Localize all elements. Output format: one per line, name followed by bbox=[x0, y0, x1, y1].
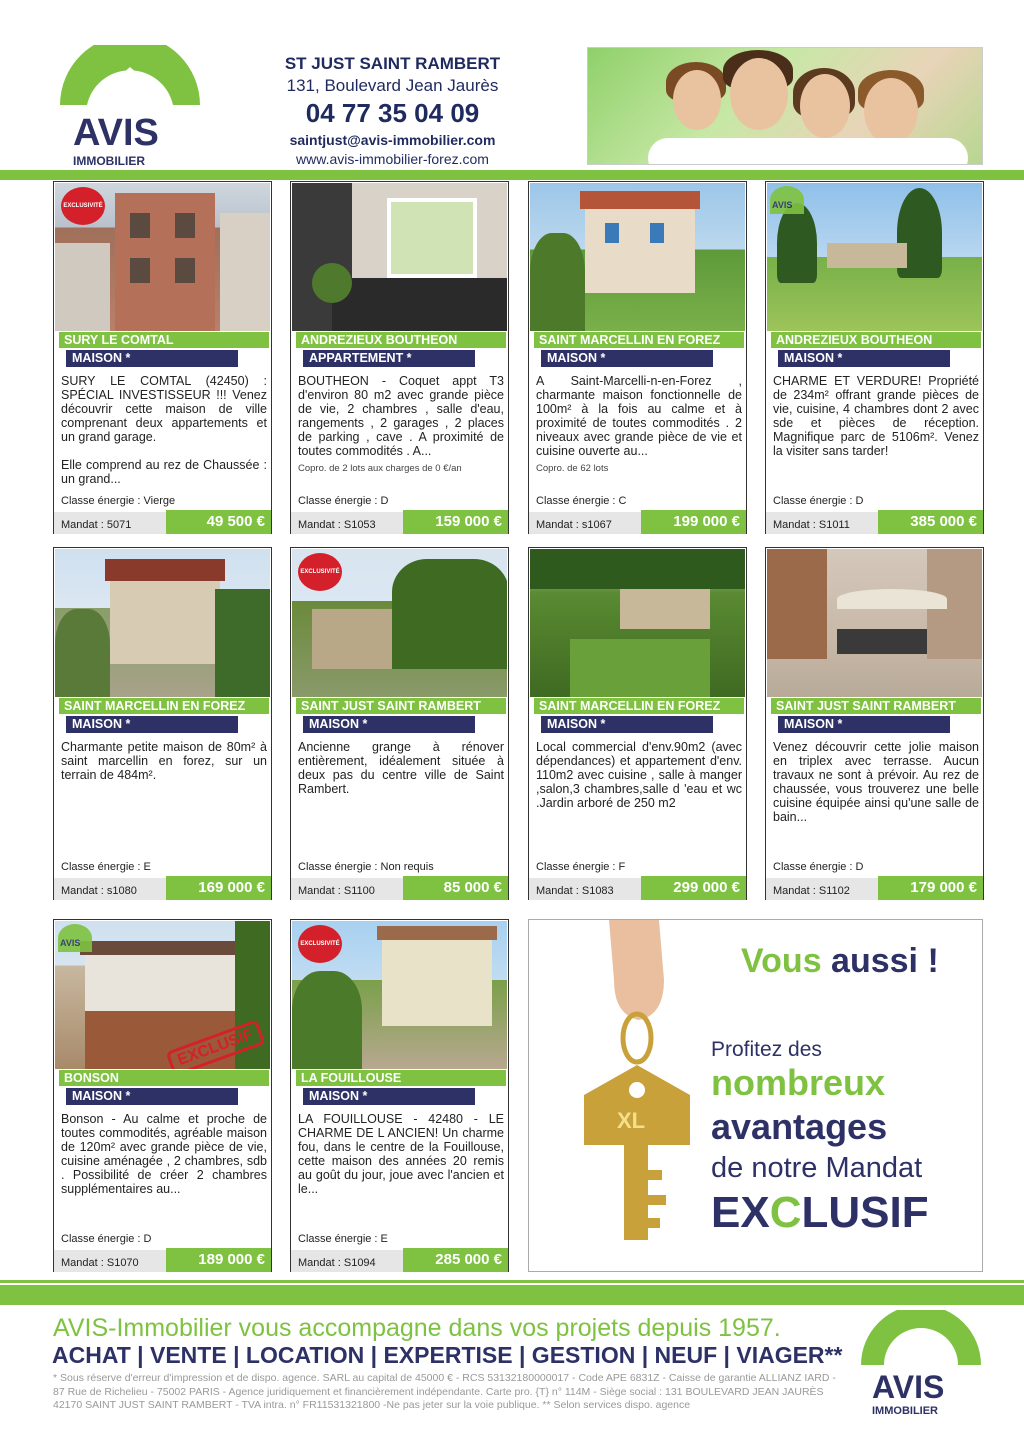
listing-description: Venez découvrir cette jolie maison en triplex avec terrasse. Aucun travaux ne sont à prévoir. Au rez de chaussée, vous trouverez une belle cuisine équipée ainsi qu'une salle de bain... bbox=[773, 740, 979, 824]
logo-sub: IMMOBILIER bbox=[73, 154, 145, 168]
listing-price: 49 500 € bbox=[166, 510, 271, 534]
listing-description: Local commercial d'env.90m2 (avec dépendances) et appartement d'env. 110m2 avec cuisine , salle à manger ,salon,3 chambres,salle d 'eau et wc .Jardin arboré de 250 m2 bbox=[536, 740, 742, 810]
listing-type: MAISON * bbox=[541, 350, 713, 367]
listing-city: SAINT JUST SAINT RAMBERT bbox=[771, 698, 981, 714]
listing-card[interactable] bbox=[290, 919, 509, 1272]
energy-class: Classe énergie : Vierge bbox=[61, 495, 176, 507]
listing-card[interactable] bbox=[528, 547, 747, 900]
energy-class: Classe énergie : E bbox=[61, 861, 151, 873]
property-photo[interactable] bbox=[530, 183, 745, 331]
listing-description: Ancienne grange à rénover entièrement, idéalement située à deux pas du centre ville de Saint Rambert. bbox=[298, 740, 504, 796]
mandat-number: Mandat : s1067 bbox=[529, 512, 641, 534]
property-photo[interactable] bbox=[292, 549, 507, 697]
listing-type: MAISON * bbox=[778, 716, 950, 733]
agency-phone[interactable]: 04 77 35 04 09 bbox=[305, 98, 480, 128]
header bbox=[0, 0, 1024, 180]
logo-text: AVIS bbox=[73, 112, 159, 154]
agency-address: 131, Boulevard Jean Jaurès bbox=[286, 76, 499, 95]
avis-badge: AVIS bbox=[58, 924, 92, 952]
agency-info bbox=[250, 54, 535, 167]
mandat-number: Mandat : S1094 bbox=[291, 1250, 403, 1272]
listing-card[interactable] bbox=[290, 181, 509, 534]
energy-class: Classe énergie : F bbox=[536, 861, 626, 873]
energy-class: Classe énergie : D bbox=[298, 495, 389, 507]
listing-card[interactable] bbox=[53, 181, 272, 534]
listing-city: SAINT MARCELLIN EN FOREZ bbox=[534, 332, 744, 348]
energy-class: Classe énergie : C bbox=[536, 495, 627, 507]
promo-title: Vous aussi ! bbox=[741, 942, 939, 980]
exclusivite-badge: EXCLUSIVITÉ bbox=[61, 187, 105, 225]
logo-sub: IMMOBILIER bbox=[872, 1405, 938, 1417]
listing-card[interactable] bbox=[53, 547, 272, 900]
listing-type: MAISON * bbox=[66, 716, 238, 733]
mandat-number: Mandat : S1011 bbox=[766, 512, 878, 534]
mandat-number: Mandat : S1100 bbox=[291, 878, 403, 900]
agency-email[interactable]: saintjust@avis-immobilier.com bbox=[289, 132, 496, 148]
agency-website[interactable]: www.avis-immobilier-forez.com bbox=[296, 151, 489, 167]
footer-services: ACHAT | VENTE | LOCATION | EXPERTISE | GESTION | NEUF | VIAGER** bbox=[52, 1342, 843, 1368]
exclusivite-badge: EXCLUSIVITÉ bbox=[298, 925, 342, 963]
footer-green-bar bbox=[0, 1285, 1024, 1305]
avis-badge: AVIS bbox=[770, 186, 804, 214]
listing-price: 189 000 € bbox=[166, 1248, 271, 1272]
promo-line: Profitez des bbox=[711, 1038, 822, 1061]
mandat-number: Mandat : S1102 bbox=[766, 878, 878, 900]
family-photo bbox=[587, 47, 983, 165]
energy-class: Classe énergie : D bbox=[773, 495, 864, 507]
listing-description: LA FOUILLOUSE - 42480 - LE CHARME DE L ANCIEN! Un charme fou, dans le centre de la Fouillouse, cette maison des années 20 remis au goût du jour, joue avec l'ancien et le... bbox=[298, 1112, 504, 1196]
listing-price: 385 000 € bbox=[878, 510, 983, 534]
listing-description: Charmante petite maison de 80m² à saint marcellin en forez, sur un terrain de 484m². bbox=[61, 740, 267, 782]
listing-type: MAISON * bbox=[303, 1088, 475, 1105]
mandat-number: Mandat : S1053 bbox=[291, 512, 403, 534]
listing-city: SAINT MARCELLIN EN FOREZ bbox=[534, 698, 744, 714]
key-label: XL bbox=[617, 1108, 646, 1133]
promo-line: avantages bbox=[711, 1106, 888, 1147]
energy-class: Classe énergie : E bbox=[298, 1233, 388, 1245]
energy-class: Classe énergie : Non requis bbox=[298, 861, 434, 873]
listing-type: MAISON * bbox=[303, 716, 475, 733]
listing-card[interactable] bbox=[765, 547, 984, 900]
property-photo[interactable] bbox=[55, 921, 270, 1069]
listing-description: CHARME ET VERDURE! Propriété de 234m² offrant grande pièces de vie, cuisine, 4 chambres dont 2 avec sde et pièces de réception. Magnifique parc de 5106m². Venez la visiter sans tarder! bbox=[773, 374, 979, 458]
header-green-bar bbox=[0, 170, 1024, 180]
listing-description: BOUTHEON - Coquet appt T3 d'environ 80 m2 avec grande pièce de vie, 2 chambres , salle d'eau, rangements , 2 garages , 2 places de parking , cave . A proximité de toutes commodités . A... Copro. de 2 lots aux charges de 0 €/an bbox=[298, 374, 504, 474]
promo-exclusif: EXCLUSIF bbox=[711, 1188, 929, 1237]
footer-thin-bar bbox=[0, 1280, 1024, 1283]
mandat-number: Mandat : 5071 bbox=[54, 512, 166, 534]
listing-price: 299 000 € bbox=[641, 876, 746, 900]
key-hand-icon bbox=[569, 920, 709, 1272]
listing-description: A Saint-Marcelli-n-en-Forez , charmante maison fonctionnelle de 100m² à la fois au calme et à proximité de toutes commodités . 2 niveaux avec grande pièce de vie et cuisine ouverte au... Copro. de 62 lots bbox=[536, 374, 742, 474]
property-photo[interactable] bbox=[55, 183, 270, 331]
mandat-number: Mandat : s1080 bbox=[54, 878, 166, 900]
exclusif-stamp: EXCLUSIF bbox=[165, 1019, 265, 1069]
copro-note: Copro. de 2 lots aux charges de 0 €/an bbox=[298, 463, 462, 474]
listing-city: SAINT MARCELLIN EN FOREZ bbox=[59, 698, 269, 714]
listing-type: APPARTEMENT * bbox=[303, 350, 475, 367]
energy-class: Classe énergie : D bbox=[61, 1233, 152, 1245]
property-photo[interactable] bbox=[767, 183, 982, 331]
exclusivite-badge: EXCLUSIVITÉ bbox=[298, 553, 342, 591]
listing-price: 85 000 € bbox=[403, 876, 508, 900]
listing-city: ANDREZIEUX BOUTHEON bbox=[296, 332, 506, 348]
listing-type: MAISON * bbox=[778, 350, 950, 367]
listing-price: 169 000 € bbox=[166, 876, 271, 900]
listing-type: MAISON * bbox=[66, 1088, 238, 1105]
listing-card[interactable] bbox=[290, 547, 509, 900]
listing-price: 159 000 € bbox=[403, 510, 508, 534]
listing-city: ANDREZIEUX BOUTHEON bbox=[771, 332, 981, 348]
listing-card[interactable] bbox=[765, 181, 984, 534]
property-photo[interactable] bbox=[292, 183, 507, 331]
listing-city: BONSON bbox=[59, 1070, 269, 1086]
footer-tagline: AVIS-Immobilier vous accompagne dans vos projets depuis 1957. bbox=[53, 1314, 781, 1342]
listing-card[interactable] bbox=[528, 181, 747, 534]
listing-type: MAISON * bbox=[541, 716, 713, 733]
energy-class: Classe énergie : D bbox=[773, 861, 864, 873]
avis-logo[interactable] bbox=[55, 45, 205, 170]
listing-price: 179 000 € bbox=[878, 876, 983, 900]
logo-text: AVIS bbox=[872, 1369, 945, 1405]
listing-card[interactable] bbox=[53, 919, 272, 1272]
property-photo[interactable] bbox=[767, 549, 982, 697]
listing-city: SAINT JUST SAINT RAMBERT bbox=[296, 698, 506, 714]
mandat-number: Mandat : S1083 bbox=[529, 878, 641, 900]
footer-legal: * Sous réserve d'erreur d'impression et de dispo. agence. SARL au capital de 45000 € - RCS 53132180000017 - Code APE 6831Z - Caisse de garantie ALLIANZ IARD - 87 Rue de Richelieu - 75002 PARIS - Agence juridiquement et financièrement indépendante. Carte pro. {T} n° 114M - Siège social : 131 BOULEVARD JEAN JAURÈS 42170 SAINT JUST SAINT RAMBERT - TVA intra. n° FR11531321800 -Ne pas jeter sur la voie publique. ** Selon services dispo. agence bbox=[53, 1372, 836, 1411]
listing-description: Bonson - Au calme et proche de toutes commodités, agréable maison de 120m² avec grande pièce de vie, cuisine aménagée , 2 chambres, sdb . Possibilité de créer 2 chambres supplémentaires au... bbox=[61, 1112, 267, 1196]
agency-name: ST JUST SAINT RAMBERT bbox=[284, 54, 501, 73]
listing-type: MAISON * bbox=[66, 350, 238, 367]
property-photo[interactable] bbox=[530, 549, 745, 697]
promo-line: nombreux bbox=[711, 1062, 886, 1103]
mandat-number: Mandat : S1070 bbox=[54, 1250, 166, 1272]
listing-price: 199 000 € bbox=[641, 510, 746, 534]
listing-city: LA FOUILLOUSE bbox=[296, 1070, 506, 1086]
property-photo[interactable] bbox=[292, 921, 507, 1069]
listing-price: 285 000 € bbox=[403, 1248, 508, 1272]
exclusive-mandate-promo[interactable] bbox=[528, 919, 983, 1272]
listing-city: SURY LE COMTAL bbox=[59, 332, 269, 348]
property-photo[interactable] bbox=[55, 549, 270, 697]
avis-logo-footer[interactable] bbox=[856, 1310, 986, 1420]
promo-line: de notre Mandat bbox=[711, 1152, 923, 1184]
copro-note: Copro. de 62 lots bbox=[536, 463, 609, 474]
listing-description: SURY LE COMTAL (42450) : SPÉCIAL INVESTISSEUR !!! Venez découvrir cette maison de ville comprenant deux appartements et un grand garage. Elle comprend au rez de Chaussée : un grand... bbox=[61, 374, 267, 486]
